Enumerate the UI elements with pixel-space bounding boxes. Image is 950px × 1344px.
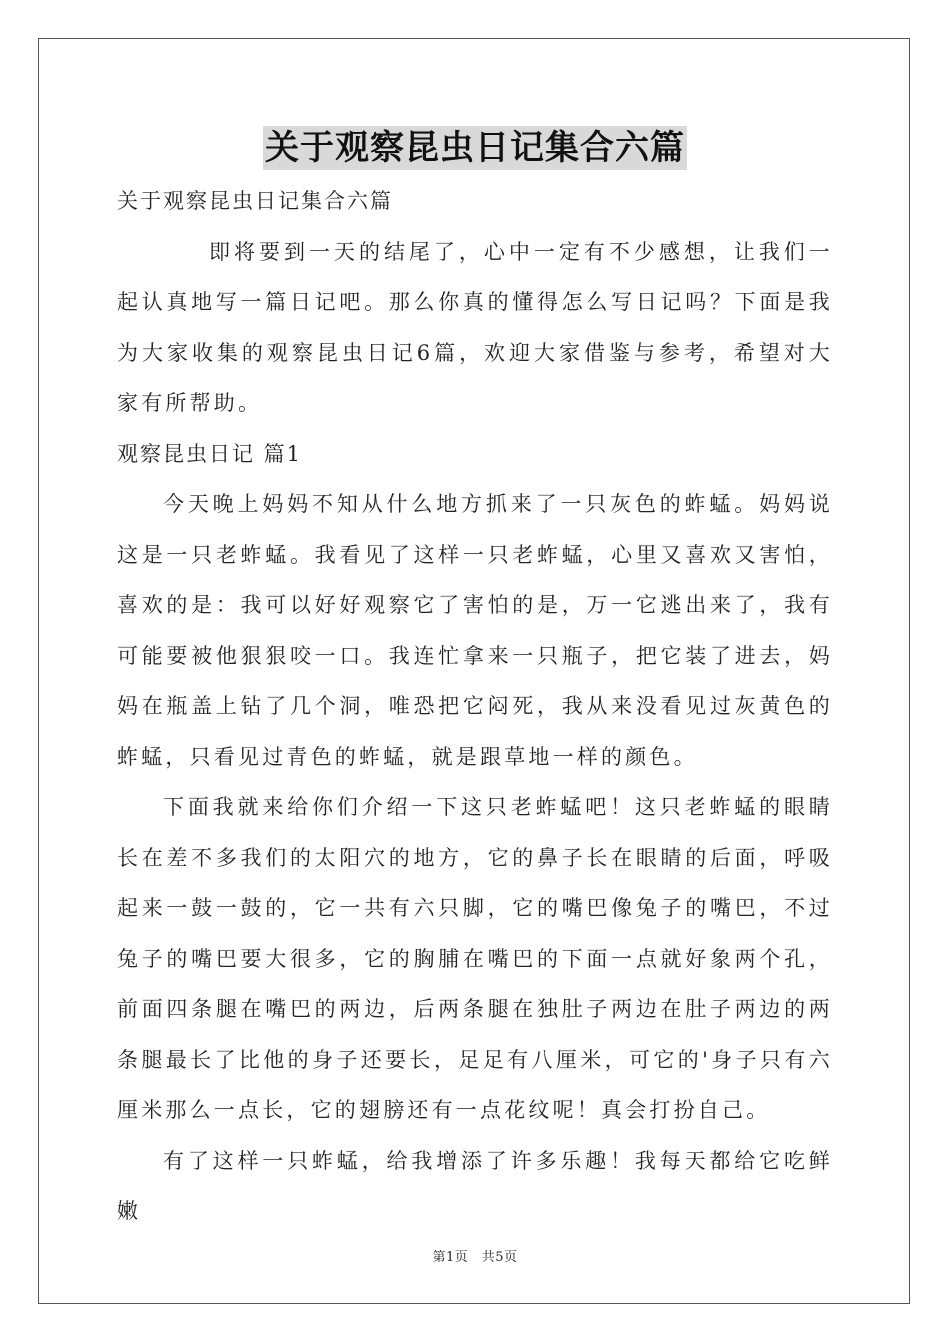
body-paragraph-3: 有了这样一只蚱蜢，给我增添了许多乐趣！我每天都给它吃鲜嫩	[117, 1148, 833, 1223]
document-title: 关于观察昆虫日记集合六篇	[265, 128, 685, 168]
intro-paragraph: 即将要到一天的结尾了，心中一定有不少感想，让我们一起认真地写一篇日记吧。那么你真的懂得怎么写日记吗？下面是我为大家收集的观察昆虫日记6篇，欢迎大家借鉴与参考，希望对大家有所帮助。	[117, 239, 833, 415]
body-paragraph-2: 下面我就来给你们介绍一下这只老蚱蜢吧！这只老蚱蜢的眼睛长在差不多我们的太阳穴的地方，它的鼻子长在眼睛的后面，呼吸起来一鼓一鼓的，它一共有六只脚，它的嘴巴像兔子的嘴巴，不过兔子的嘴巴要大很多，它的胸脯在嘴巴的下面一点就好象两个孔，前面四条腿在嘴巴的两边，后两条腿在独肚子两边在肚子两边的两条腿最长了比他的身子还要长，足足有八厘米，可它的'身子只有六厘米那么一点长，它的翅膀还有一点花纹呢！真会打扮自己。	[117, 795, 833, 1122]
body-paragraph-1: 今天晚上妈妈不知从什么地方抓来了一只灰色的蚱蜢。妈妈说这是一只老蚱蜢。我看见了这样一只老蚱蜢，心里又喜欢又害怕，喜欢的是：我可以好好观察它了害怕的是，万一它逃出来了，我有可能要被他狠狠咬一口。我连忙拿来一只瓶子，把它装了进去，妈妈在瓶盖上钻了几个洞，唯恐把它闷死，我从来没看见过灰黄色的蚱蜢，只看见过青色的蚱蜢，就是跟草地一样的颜色。	[117, 492, 833, 769]
title-container	[0, 126, 950, 170]
document-body	[117, 176, 833, 1237]
section-heading: 观察昆虫日记 篇1	[117, 441, 303, 466]
page-number-footer: 第1页 共5页	[432, 1250, 518, 1265]
document-subtitle: 关于观察昆虫日记集合六篇	[117, 189, 393, 213]
